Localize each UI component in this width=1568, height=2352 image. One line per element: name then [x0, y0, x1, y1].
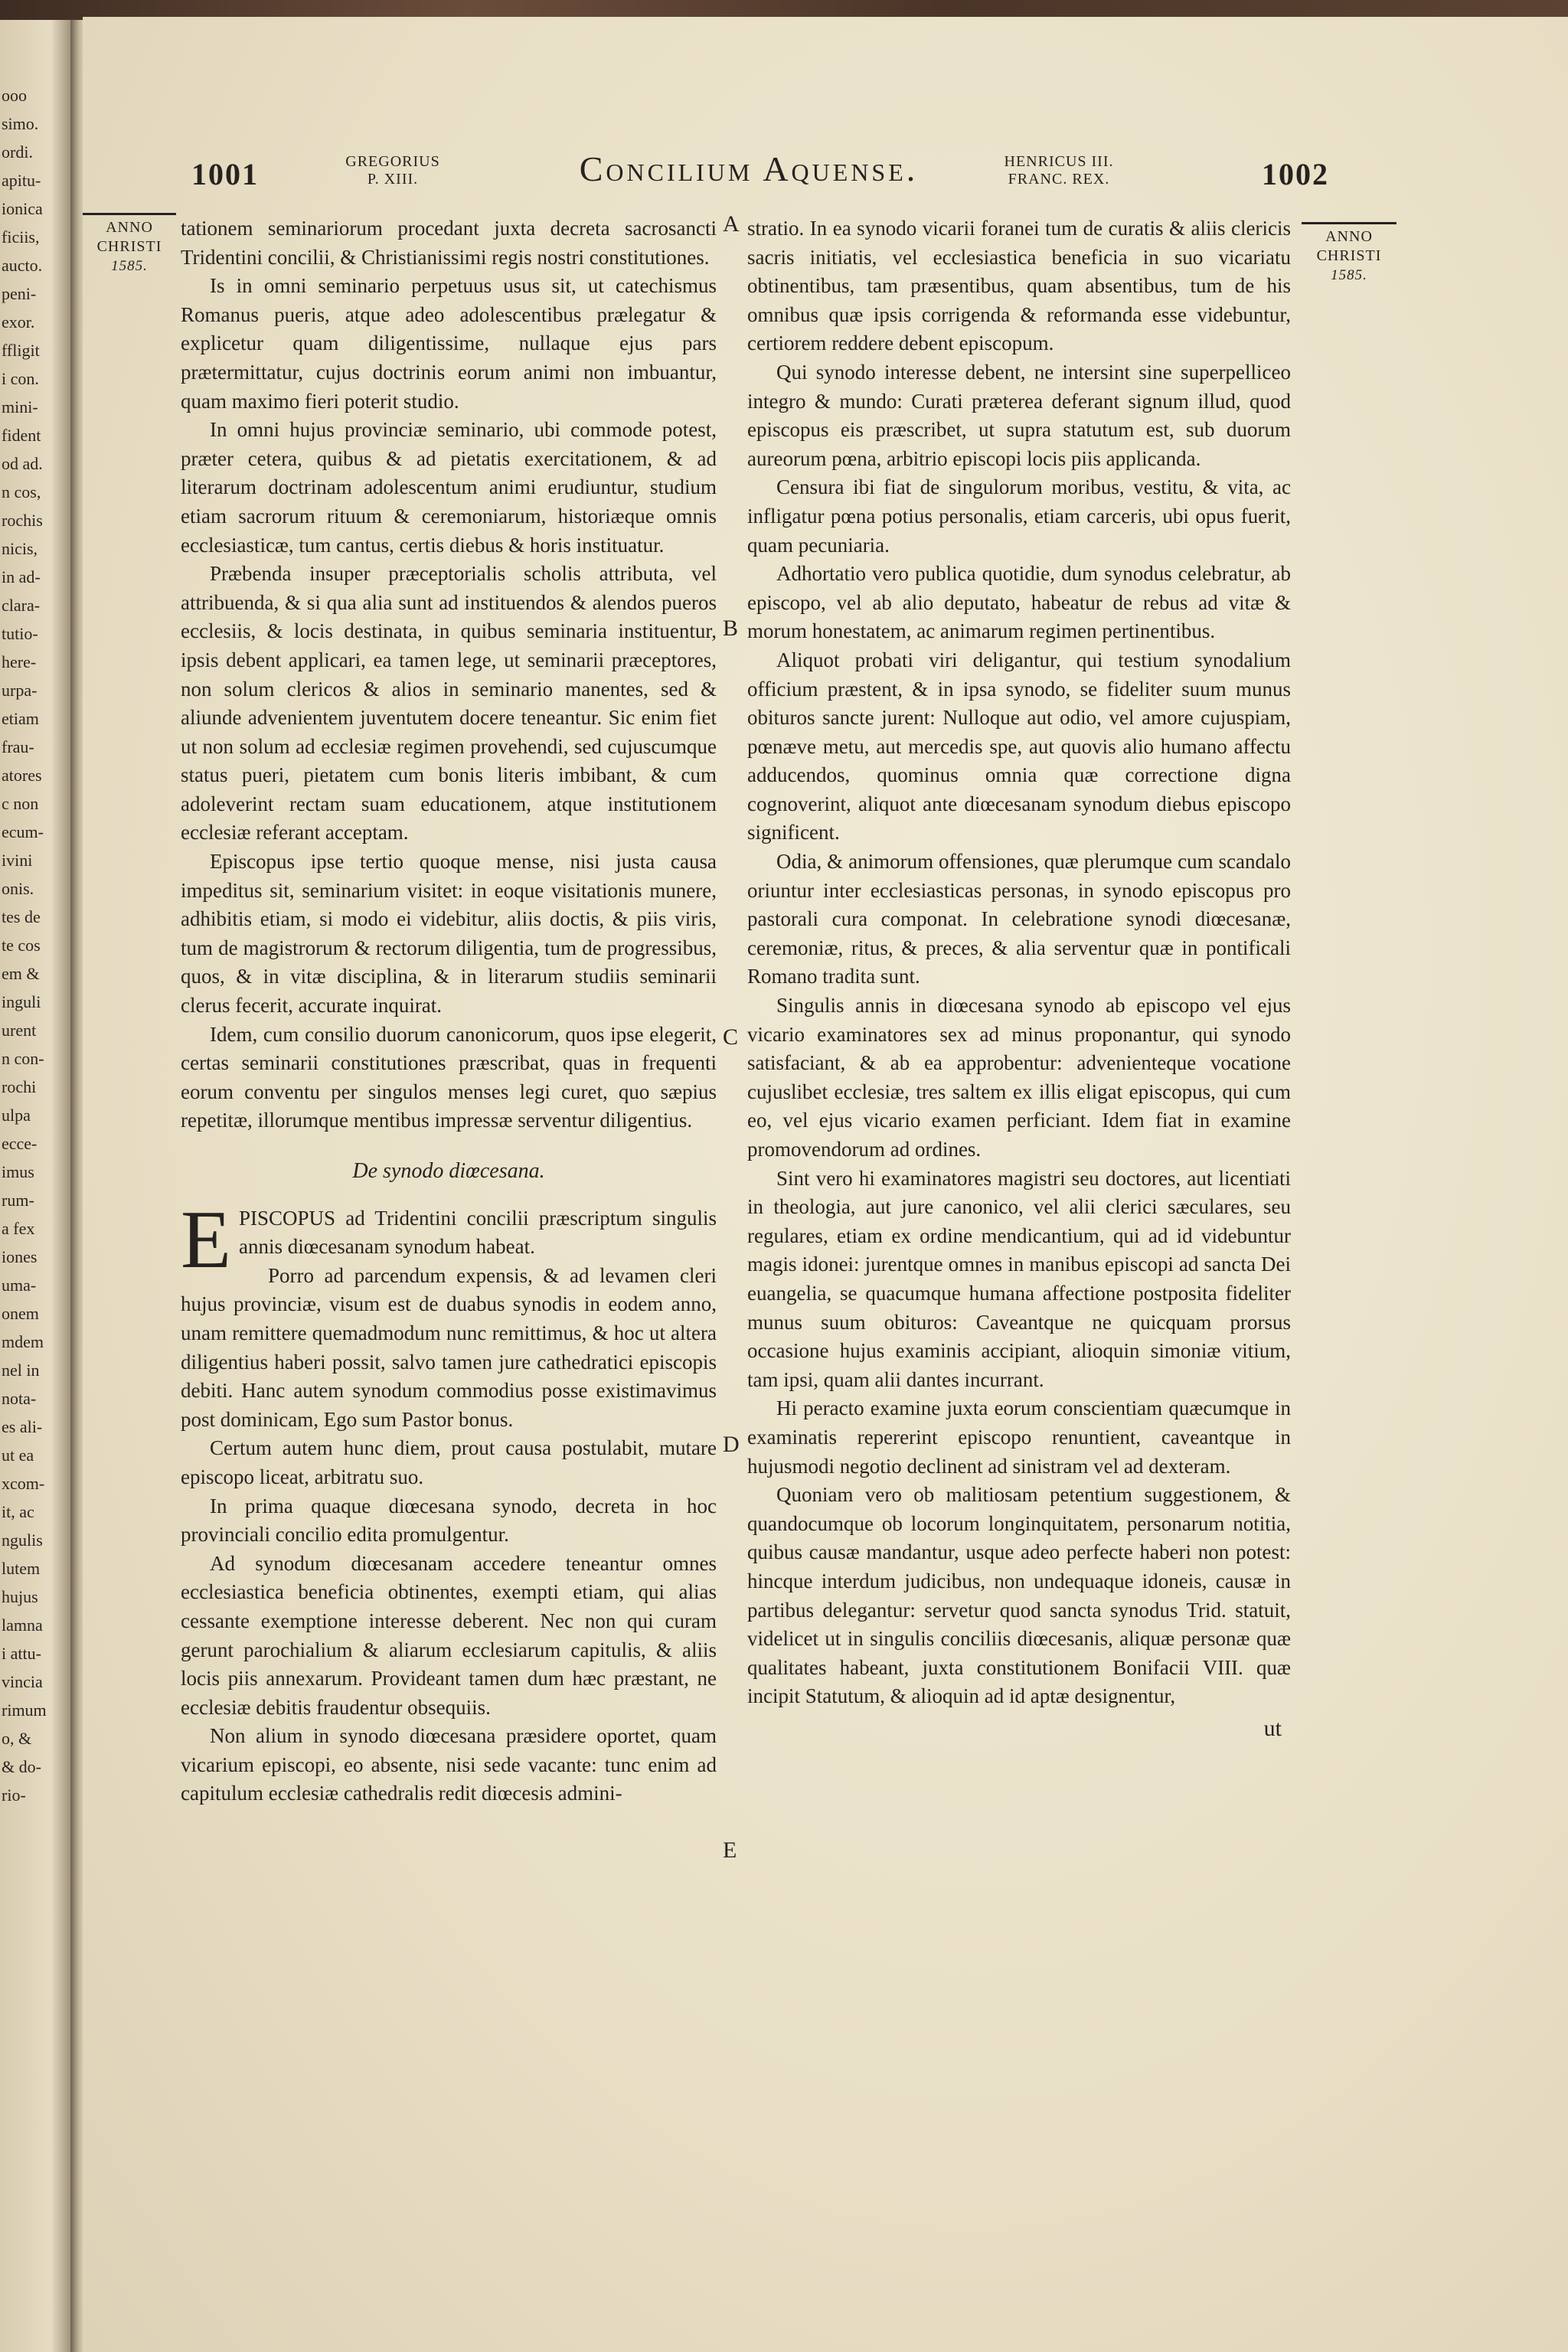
facing-page-fragment: nel in [2, 1361, 40, 1380]
paragraph: Singulis annis in diœcesana synodo ab episcopo vel ejus vicario examinatores sex ad minus proponantur, qui synodo satisfaciant, & ab ea approbentur: advenienteque vocatione cujuslibet ecclesiæ, tres saltem ex illis eligat episcopus, qui cum eo, vel ejus vicario examen perficiant. Idem fiat in examine promovendorum ad ordines. [747, 994, 1291, 1161]
paragraph: Idem, cum consilio duorum canonicorum, quos ipse elegerit, certas seminarii constitutiones præscribat, quas in frequenti eorum conventu per singulos menses legi curet, quo sæpius repetitæ, illorumque mentibus impressæ serventur diligentius. [181, 1022, 717, 1132]
paragraph: Sint vero hi examinatores magistri seu doctores, aut licentiati in theologia, aut jure canonico, vel alii clerici sæculares, seu regulares, etiam ex ordine mendicantium, qui ad id videbuntur magis idonei: jurentque omnes in manibus episcopi ad sancta Dei euangelia, se quacumque humana affectione postposita fideliter munus suum obituros: Caveantque ne quicquam prorsus occasione hujus examinis accipiant, alioquin simoniæ vitium, tam ipsi, quam alii dantes incurrant. [747, 1166, 1291, 1391]
facing-page-fragment: uma- [2, 1276, 37, 1295]
facing-page-fragment: n cos, [2, 482, 41, 501]
paragraph: Is in omni seminario perpetuus usus sit, ut catechismus Romanus pueris, atque adeo adolescentibus prælegatur & explicetur quam diligentissime, nullaque ejus pars prætermittatur, cujus doctrinis eorum animi non imbuantur, quam maximo fieri poterit studio. [181, 274, 717, 413]
facing-page-fragment: ut ea [2, 1446, 34, 1465]
paragraph: In omni hujus provinciæ seminario, ubi commode potest, præter cetera, quibus & ad pietatis exercitationem, & ad literarum doctrinam adolescentum animi erudiuntur, studium etiam sacrorum rituum & ceremoniarum, historiæque omnis ecclesiasticæ, tum cantus, certis diebus & horis instituatur. [181, 418, 717, 557]
drop-cap: E [181, 1194, 231, 1285]
facing-page-fragment: clara- [2, 596, 41, 615]
facing-page-fragment: fident [2, 426, 41, 445]
facing-page-fragment: it, ac [2, 1502, 34, 1521]
facing-page-fragment: od ad. [2, 454, 43, 473]
facing-page-fragment: te cos [2, 936, 41, 955]
margin-rule [1302, 222, 1396, 224]
facing-page-fragment: rio- [2, 1785, 26, 1805]
facing-page-fragment: mdem [2, 1332, 44, 1351]
facing-page-fragment: nicis, [2, 539, 38, 558]
initial-caps: PISCOPUS [238, 1206, 336, 1230]
facing-page-fragment: onem [2, 1304, 39, 1323]
left-page-number: 1001 [191, 157, 259, 191]
facing-page-fragment: ficiis, [2, 227, 40, 247]
facing-page-fragment: c non [2, 794, 39, 813]
pope-regnal: P. XIII. [367, 171, 419, 188]
paragraph: Odia, & animorum offensiones, quæ plerumque cum scandalo oriuntur inter ecclesiasticas personas, in synodo episcopus pro pastorali cura componat. In celebratione synodi diœcesanæ, ceremoniæ, ritus, & preces, & alia serventur quæ in pontificali Romano tradita sunt. [747, 850, 1291, 988]
facing-page-fragment: onis. [2, 879, 34, 898]
facing-page-fragment: vincia [2, 1672, 43, 1691]
paragraph: Certum autem hunc diem, prout causa postulabit, mutare episcopo liceat, arbitratu suo. [181, 1436, 717, 1488]
section-marker-e: E [723, 1838, 737, 1863]
facing-page-fragment: imus [2, 1162, 34, 1181]
facing-page-edge [0, 20, 73, 2352]
margin-year: 1585. [1331, 267, 1367, 283]
paragraph: Hi peracto examine juxta eorum conscientiam quæcumque in examinatis repererint episcopo renuntient, caveantque in hujusmodi negotio declinent ad sinistram vel ad dexteram. [747, 1396, 1291, 1478]
paragraph: Qui synodo interesse debent, ne intersint sine superpelliceo integro & mundo: Curati præterea deferant signum illud, quod episcopus eis præscribet, ut supra statutum est, sub duorum aureorum pœna, arbitrio episcopi locis piis applicanda. [747, 360, 1291, 470]
king-label [982, 153, 1135, 188]
paragraph: tationem seminariorum procedant juxta decreta sacrosancti Tridentini concilii, & Christianissimi regis nostri constitutiones. [181, 217, 717, 269]
facing-page-fragment: etiam [2, 709, 39, 728]
facing-page-fragment: n con- [2, 1049, 44, 1068]
facing-page-fragment: es ali- [2, 1417, 43, 1436]
paragraph: stratio. In ea synodo vicarii foranei tum de curatis & aliis clericis sacris initiatis, vel ecclesiastica beneficia in suo vicariatu obtinentibus, tam præsentibus, quam absentibus, tum de his omnibus quæ ipsis corrigenda & reformanda esse videbuntur, certiorem reddere debent episcopum. [747, 217, 1291, 355]
left-text-column [181, 214, 717, 1808]
section-marker-c: C [723, 1024, 739, 1050]
facing-page-fragment: frau- [2, 737, 34, 756]
facing-page-fragment: a fex [2, 1219, 35, 1238]
facing-page-fragment: ordi. [2, 142, 33, 162]
facing-page-fragment: ooo [2, 86, 27, 105]
facing-page-fragment: tutio- [2, 624, 38, 643]
facing-page-fragment: ecum- [2, 822, 44, 841]
facing-page-fragment: rum- [2, 1191, 34, 1210]
margin-anno: ANNO [106, 219, 153, 236]
facing-page-fragment: o, & [2, 1729, 32, 1748]
facing-page-fragment: xcom- [2, 1474, 45, 1493]
facing-page-fragment: mini- [2, 397, 38, 416]
facing-page-fragment: urent [2, 1021, 37, 1040]
facing-page-fragment: iones [2, 1247, 38, 1266]
facing-page-fragment: peni- [2, 284, 37, 303]
facing-page-fragment: lamna [2, 1615, 43, 1635]
facing-page-fragment: em & [2, 964, 40, 983]
facing-page-fragment: tes de [2, 907, 41, 926]
facing-page-fragment: i attu- [2, 1644, 41, 1663]
facing-page-fragment: i con. [2, 369, 39, 388]
paragraph: Non alium in synodo diœcesana præsidere oportet, quam vicarium episcopi, eo absente, nisi sede vacante: tunc enim ad capitulum ecclesiæ cathedralis redit diœcesis admini- [181, 1724, 717, 1805]
facing-page-fragment: apitu- [2, 171, 41, 190]
facing-page-fragment: atores [2, 766, 42, 785]
margin-christi: CHRISTI [1316, 247, 1382, 264]
pope-label [328, 153, 458, 188]
king-title: FRANC. REX. [1008, 171, 1110, 188]
facing-page-fragment: ffligit [2, 341, 40, 360]
facing-page-fragment: here- [2, 652, 37, 671]
margin-year: 1585. [111, 258, 148, 274]
facing-page-fragment: lutem [2, 1559, 41, 1578]
paragraph: Ad synodum diœcesanam accedere teneantur omnes ecclesiastica beneficia obtinentes, exempti etiam, qui alias cessante exemptione interesse deberent. Nec non qui curam gerunt parochialium & aliarum ecclesiarum capitulis, & aliis locis piis annexarum. Provideant tamen dum hæc præstant, ne ecclesiæ debitis fraudentur obsequiis. [181, 1551, 717, 1719]
facing-page-fragment: in ad- [2, 567, 41, 586]
right-text-column [747, 214, 1291, 1743]
initial-rest: ad Tridentini concilii præscriptum singulis annis diœcesanam synodum habeat. [238, 1206, 717, 1259]
margin-christi: CHRISTI [96, 238, 162, 255]
running-header [83, 17, 1568, 193]
paragraph: Porro ad parcendum expensis, & ad levamen cleri hujus provinciæ, visum est de duabus synodis in eodem anno, unam remittere quemadmodum nunc remittimus, & hoc ut altera diligentius haberi possit, salvo tamen jure cathedratici episcopis debiti. Hanc autem synodum commodius posse existimavimus post dominicam, Ego sum Pastor bonus. [181, 1263, 717, 1431]
facing-page-fragment: exor. [2, 312, 35, 332]
facing-page-fragment: inguli [2, 992, 41, 1011]
paragraph: Quoniam vero ob malitiosam petentium suggestionem, & quandocumque ob locorum longinquitatem, personarum notitia, quibus causæ mandantur, usque adeo perfecte haberi non potest: hincque interdum judicibus, non undequaque idoneis, causæ in partibus delegantur: servetur quod sancta synodus Trid. statuit, videlicet ut in singulis conciliis diœcesanis, aliquæ personæ quæ qualitates habeant, juxta constitutionem Bonifacii VIII. quæ incipit Statutum, & alioquin ad id aptæ designentur, [747, 1483, 1291, 1708]
margin-date-right [1302, 222, 1396, 285]
facing-page-fragment: rochis [2, 511, 43, 530]
margin-date-left [83, 213, 176, 276]
facing-page-fragment: nota- [2, 1389, 37, 1408]
right-page-number: 1002 [1262, 157, 1329, 191]
initial-paragraph [181, 1194, 717, 1285]
margin-rule [83, 213, 176, 215]
facing-page-fragment: rimum [2, 1700, 47, 1720]
paragraph: Censura ibi fiat de singulorum moribus, vestitu, & vita, ac infligatur pœna potius personalis, etiam carceris, ubi opus fuerit, quam pecuniaria. [747, 475, 1291, 557]
facing-page-fragment: simo. [2, 114, 39, 133]
section-title: De synodo diœcesana. [352, 1159, 545, 1183]
section-marker-b: B [723, 616, 739, 641]
book-page [83, 17, 1568, 2352]
facing-page-fragment: ivini [2, 851, 33, 870]
section-marker-d: D [723, 1432, 740, 1457]
running-title: Concilium Aquense. [579, 149, 919, 188]
facing-page-fragment: ngulis [2, 1530, 43, 1550]
facing-page-fragment: ecce- [2, 1134, 38, 1153]
paragraph: Præbenda insuper præceptorialis scholis attributa, vel attribuenda, & si qua alia sunt ad instituendos & alendos pueros ecclesiis, & locis destinata, in quibus seminaria instituentur, ipsis debent applicari, ea tamen lege, ut seminarii præceptores, non solum clericos & alios in seminario manentes, sed & aliunde advenientem juventutem docere teneantur. Sic enim fiet ut non solum ad ecclesiæ regimen provehendi, sed cujuscumque status pueri, pietatem cum bonis literis imbibant, & cum adoleverint rectam suam educationem, atque institutionem ecclesiæ referant acceptam. [181, 562, 717, 844]
catchword: ut [1263, 1715, 1282, 1741]
facing-page-fragment: & do- [2, 1757, 41, 1776]
facing-page-fragment: aucto. [2, 256, 43, 275]
paragraph: In prima quaque diœcesana synodo, decreta in hoc provinciali concilio edita promulgentur. [181, 1494, 717, 1547]
paragraph: Episcopus ipse tertio quoque mense, nisi justa causa impeditus sit, seminarium visitet: in eoque visitationis munere, adhibitis etiam, si modo ei videbitur, aliis doctis, & piis viris, tum de magistrorum & rectorum diligentia, tum de progressibus, quos, & in vitæ disciplina, & in literarum studiis seminarii clerus fecerit, accurate inquirat. [181, 850, 717, 1018]
king-name: HENRICUS III. [1004, 153, 1114, 170]
pope-name: GREGORIUS [345, 153, 440, 170]
facing-page-fragment: ionica [2, 199, 43, 218]
facing-page-fragment: urpa- [2, 681, 38, 700]
facing-page-fragment: hujus [2, 1587, 38, 1606]
section-marker-a: A [723, 211, 740, 237]
paragraph: Aliquot probati viri deligantur, qui testium synodalium officium præstent, & in ipsa synodo, se fideliter suum munus obituros sancte jurent: Nulloque aut odio, vel amore cujuspiam, pœnæve metu, aut mercedis spe, aut quovis alio humano affectu adducendos, quominus omnia quæ correctione digna cognoverint, aliquot ante diœcesanam synodum diebus episcopo significent. [747, 648, 1291, 844]
margin-anno: ANNO [1325, 228, 1373, 245]
paragraph: Adhortatio vero publica quotidie, dum synodus celebratur, ab episcopo, vel ab alio deputato, habeatur de rebus ad vitæ & morum honestatem, ac animarum regimen pertinentibus. [747, 562, 1291, 643]
facing-page-text [2, 81, 69, 1809]
facing-page-fragment: rochi [2, 1077, 37, 1096]
facing-page-fragment: ulpa [2, 1106, 31, 1125]
